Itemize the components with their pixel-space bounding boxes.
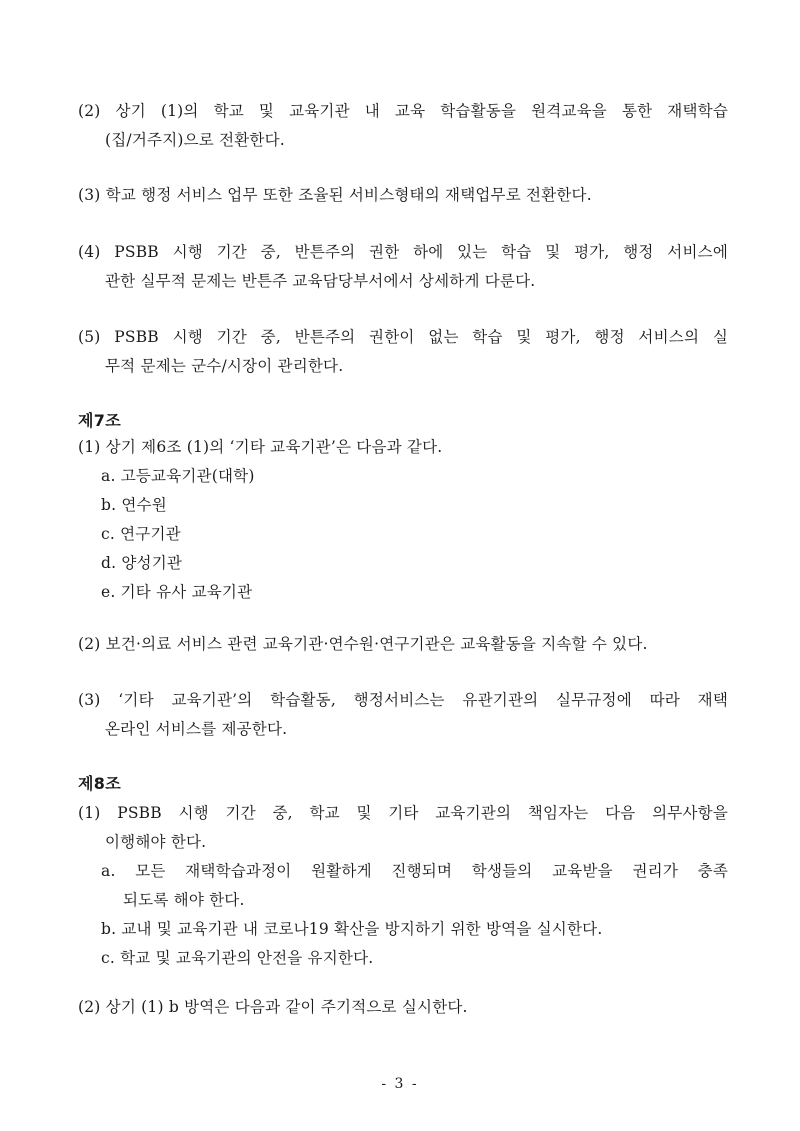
paragraph-line: 이행해야 한다. xyxy=(105,833,207,851)
page-number: - 3 - xyxy=(381,1076,419,1092)
paragraph-line: (1) 상기 제6조 (1)의 ‘기타 교육기관’은 다음과 같다. xyxy=(78,438,443,456)
paragraph-line: 온라인 서비스를 제공한다. xyxy=(105,720,288,738)
article7-paragraph-1 xyxy=(78,433,728,607)
paragraph-line: (3) ‘기타 교육기관’의 학습활동, 행정서비스는 유관기관의 실무규정에 따라 재택 xyxy=(78,691,728,709)
paragraph-line: (2) 보건·의료 서비스 관련 교육기관·연수원·연구기관은 교육활동을 지속할 수 있다. xyxy=(78,635,648,653)
list-item: c. 연구기관 xyxy=(101,525,181,543)
article7-paragraph-2 xyxy=(78,630,728,659)
paragraph-line: 관한 실무적 문제는 반튼주 교육담당부서에서 상세하게 다룬다. xyxy=(105,272,536,290)
list-item: c. 학교 및 교육기관의 안전을 유지한다. xyxy=(101,949,374,967)
paragraph-line: (4) PSBB 시행 기간 중, 반튼주의 권한 하에 있는 학습 및 평가, 행정 서비스에 xyxy=(78,243,728,261)
article8-heading: 제8조 xyxy=(78,774,121,793)
article7-paragraph-3 xyxy=(78,686,728,744)
paragraph-line: (2) 상기 (1)의 학교 및 교육기관 내 교육 학습활동을 원격교육을 통한 재택학습 xyxy=(78,102,728,120)
article8-paragraph-2 xyxy=(78,993,728,1022)
list-item: e. 기타 유사 교육기관 xyxy=(101,583,253,601)
list-item-continuation: 되도록 해야 한다. xyxy=(123,891,245,909)
paragraph-line: 무적 문제는 군수/시장이 관리한다. xyxy=(105,357,344,375)
article8-paragraph-1 xyxy=(78,799,728,973)
list-item: b. 연수원 xyxy=(101,496,167,514)
list-item: d. 양성기관 xyxy=(101,554,183,572)
paragraph-line: (5) PSBB 시행 기간 중, 반튼주의 권한이 없는 학습 및 평가, 행정 서비스의 실 xyxy=(78,328,728,346)
article7-heading: 제7조 xyxy=(78,411,121,430)
article6-paragraph-3 xyxy=(78,181,728,210)
article6-paragraph-5 xyxy=(78,323,728,381)
paragraph-line: (1) PSBB 시행 기간 중, 학교 및 기타 교육기관의 책임자는 다음 의무사항을 xyxy=(78,804,728,822)
list-item: a. 고등교육기관(대학) xyxy=(101,467,255,485)
paragraph-line: (집/거주지)으로 전환한다. xyxy=(105,131,285,149)
paragraph-line: (2) 상기 (1) b 방역은 다음과 같이 주기적으로 실시한다. xyxy=(78,998,468,1016)
list-item: b. 교내 및 교육기관 내 코로나19 확산을 방지하기 위한 방역을 실시한다. xyxy=(101,920,603,938)
list-item: a. 모든 재택학습과정이 원활하게 진행되며 학생들의 교육받을 권리가 충족 xyxy=(101,862,728,880)
article6-paragraph-4 xyxy=(78,238,728,296)
article6-paragraph-2 xyxy=(78,97,728,155)
paragraph-line: (3) 학교 행정 서비스 업무 또한 조율된 서비스형태의 재택업무로 전환한다. xyxy=(78,186,592,204)
